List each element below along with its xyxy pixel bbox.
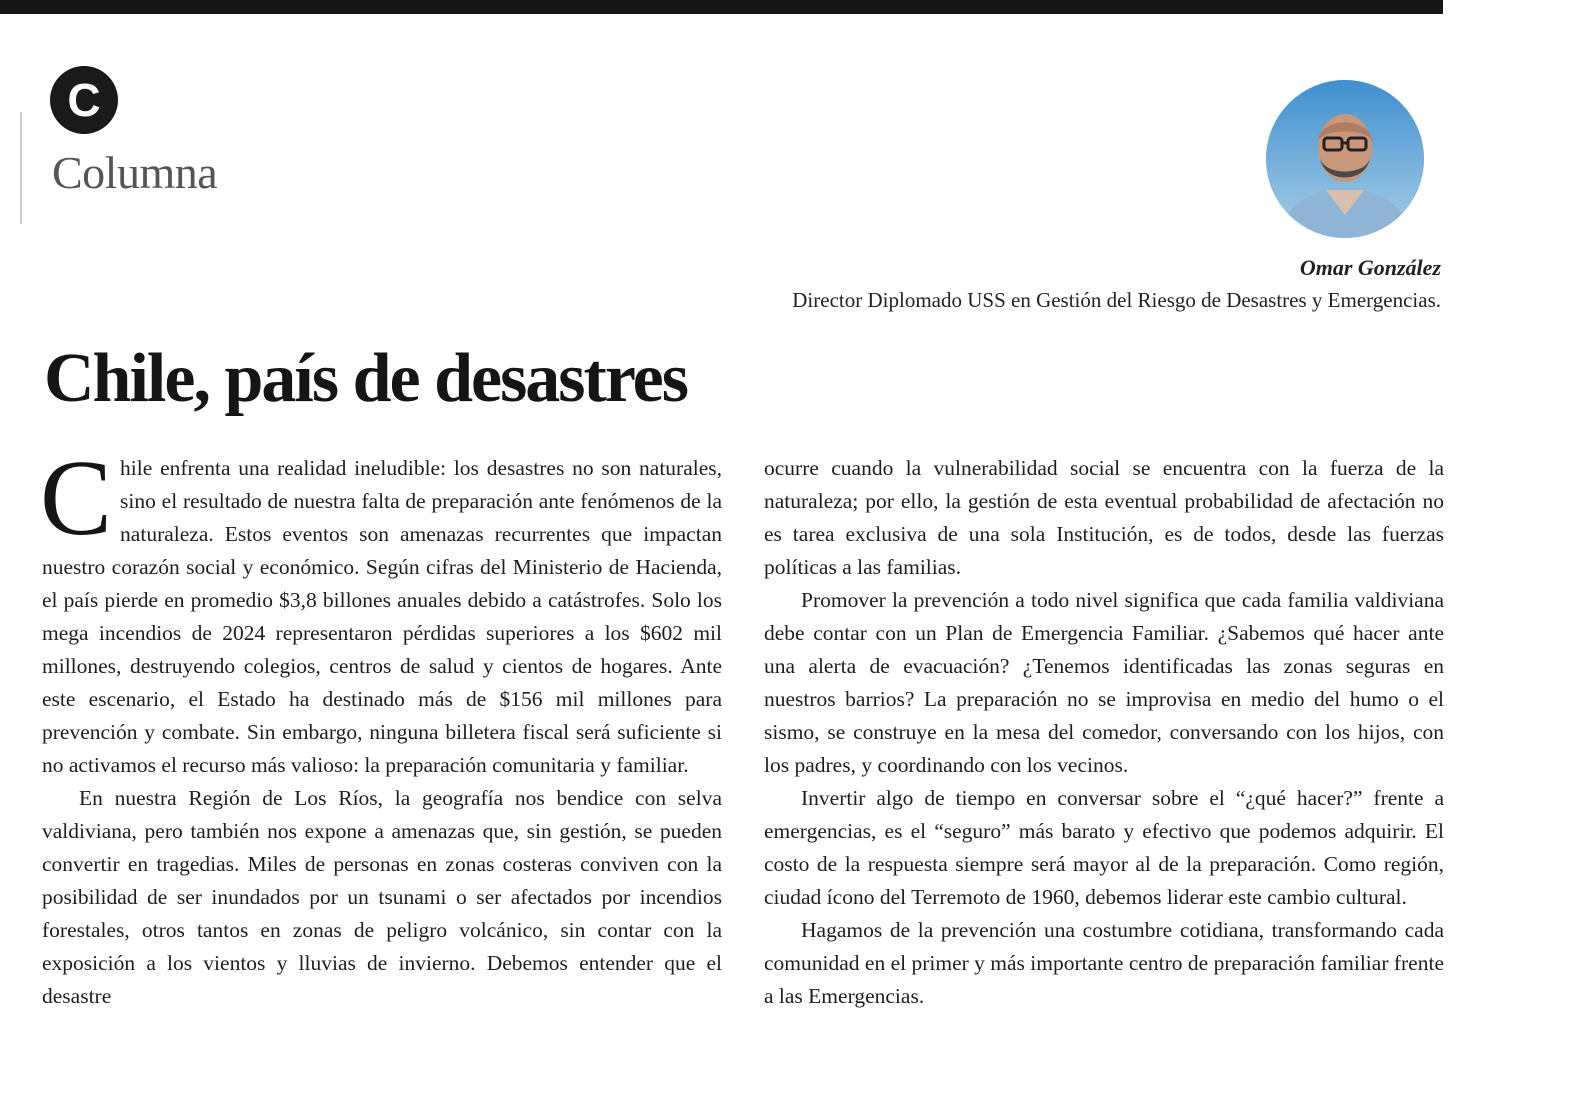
- left-margin-rule: [20, 112, 22, 224]
- paragraph-text: hile enfrenta una realidad ineludible: los desastres no son naturales, sino el resultado de nuestra falta de preparación ante fenómenos de la naturaleza. Estos eventos son amenazas recurrentes que impactan nuestro corazón social y económico. Según cifras del Ministerio de Hacienda, el país pierde en promedio $3,8 billones anuales debido a catástrofes. Solo los mega incendios de 2024 representaron pérdidas superiores a los $602 mil millones, destruyendo colegios, centros de salud y cientos de hogares. Ante este escenario, el Estado ha destinado más de $156 mil millones para prevención y combate. Sin embargo, ninguna billetera fiscal será suficiente si no activamos el recurso más valioso: la preparación comunitaria y familiar.: [42, 456, 722, 777]
- paragraph: Hagamos de la prevención una costumbre cotidiana, transformando cada comunidad en el primer y más importante centro de preparación familiar frente a las Emergencias.: [764, 918, 1444, 1008]
- article-column-1: [40, 439, 722, 1013]
- section-label: Columna: [52, 147, 218, 198]
- drop-cap: C: [40, 439, 113, 558]
- author-role: Director Diplomado USS en Gestión del Riesgo de Desastres y Emergencias.: [792, 288, 1441, 312]
- article-column-2: [764, 452, 1444, 1013]
- paragraph: [40, 439, 722, 782]
- top-rule: [0, 0, 1443, 14]
- paragraph: En nuestra Región de Los Ríos, la geografía nos bendice con selva valdiviana, pero también nos expone a amenazas que, sin gestión, se pueden convertir en tragedias. Miles de personas en zonas costeras conviven con la posibilidad de ser inundados por un tsunami o ser afectados por incendios forestales, otros tantos en zonas de peligro volcánico, sin contar con la exposición a los vientos y lluvias de invierno. Debemos entender que el desastre: [42, 786, 722, 1008]
- section-badge: C: [50, 66, 118, 134]
- paragraph: ocurre cuando la vulnerabilidad social se encuentra con la fuerza de la naturaleza; por ello, la gestión de esta eventual probabilidad de afectación no es tarea exclusiva de una sola Institución, es de todos, desde las fuerzas políticas a las familias.: [764, 456, 1444, 579]
- paragraph: Promover la prevención a todo nivel significa que cada familia valdiviana debe contar con un Plan de Emergencia Familiar. ¿Sabemos qué hacer ante una alerta de evacuación? ¿Tenemos identificadas las zonas seguras en nuestros barrios? La preparación no se improvisa en medio del humo o el sismo, se construye en la mesa del comedor, conversando con los hijos, con los padres, y coordinando con los vecinos.: [764, 588, 1444, 777]
- article-headline: Chile, país de desastres: [44, 340, 687, 417]
- author-name: Omar González: [1299, 255, 1441, 280]
- paragraph: Invertir algo de tiempo en conversar sobre el “¿qué hacer?” frente a emergencias, es el “seguro” más barato y efectivo que podemos adquirir. El costo de la respuesta siempre será mayor al de la preparación. Como región, ciudad ícono del Terremoto de 1960, debemos liderar este cambio cultural.: [764, 786, 1444, 909]
- author-photo: [1266, 80, 1424, 238]
- author-portrait-icon: [1266, 80, 1424, 238]
